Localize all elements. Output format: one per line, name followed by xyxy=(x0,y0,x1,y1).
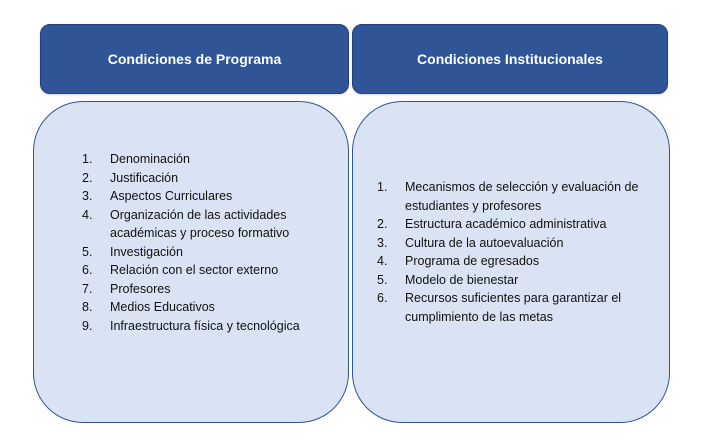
item-number: 1. xyxy=(82,152,93,166)
item-number: 1. xyxy=(377,180,388,194)
list-item xyxy=(82,243,332,262)
institutional-conditions-list xyxy=(377,178,657,326)
item-text: Mecanismos de selección y evaluación de estudiantes y profesores xyxy=(405,180,639,213)
item-text: Investigación xyxy=(110,244,183,259)
item-number: 6. xyxy=(82,263,93,277)
institutional-conditions-panel xyxy=(352,101,670,423)
list-item xyxy=(82,206,332,243)
program-conditions-panel xyxy=(33,101,349,423)
item-number: 4. xyxy=(82,207,93,222)
program-conditions-header xyxy=(40,24,349,94)
item-number: 2. xyxy=(82,170,93,185)
item-number: 5. xyxy=(82,244,93,259)
program-conditions-list xyxy=(82,150,332,335)
item-number: 8. xyxy=(82,300,93,314)
item-number: 7. xyxy=(82,281,93,296)
item-number: 4. xyxy=(377,254,388,268)
item-text: Denominación xyxy=(110,152,190,166)
item-number: 3. xyxy=(377,235,388,250)
item-text: Recursos suficientes para garantizar el cumplimiento de las metas xyxy=(405,291,622,324)
list-item xyxy=(82,298,332,317)
item-text: Medios Educativos xyxy=(110,300,215,314)
item-text: Organización de las actividades académicas y proceso formativo xyxy=(110,207,290,240)
item-number: 3. xyxy=(82,189,93,203)
institutional-conditions-header xyxy=(352,24,668,94)
list-item xyxy=(82,261,332,280)
item-text: Aspectos Curriculares xyxy=(110,189,233,203)
list-item xyxy=(377,289,657,326)
program-conditions-title: Condiciones de Programa xyxy=(107,51,282,67)
item-number: 5. xyxy=(377,272,388,287)
item-number: 2. xyxy=(377,217,388,231)
item-text: Cultura de la autoevaluación xyxy=(405,235,564,250)
institutional-conditions-title: Condiciones Institucionales xyxy=(417,51,603,67)
list-item xyxy=(377,215,657,234)
item-text: Justificación xyxy=(110,170,179,185)
list-item xyxy=(82,187,332,206)
list-item xyxy=(82,169,332,188)
list-item xyxy=(377,271,657,290)
item-text: Estructura académico administrativa xyxy=(405,217,607,231)
list-item xyxy=(377,234,657,253)
item-text: Profesores xyxy=(110,281,171,296)
item-text: Programa de egresados xyxy=(405,254,540,268)
list-item xyxy=(82,280,332,299)
list-item xyxy=(377,252,657,271)
item-number: 9. xyxy=(82,318,93,333)
list-item xyxy=(82,150,332,169)
item-number: 6. xyxy=(377,291,388,305)
item-text: Infraestructura física y tecnológica xyxy=(110,318,300,333)
list-item xyxy=(82,317,332,336)
item-text: Relación con el sector externo xyxy=(110,263,279,277)
item-text: Modelo de bienestar xyxy=(405,272,519,287)
list-item xyxy=(377,178,657,215)
